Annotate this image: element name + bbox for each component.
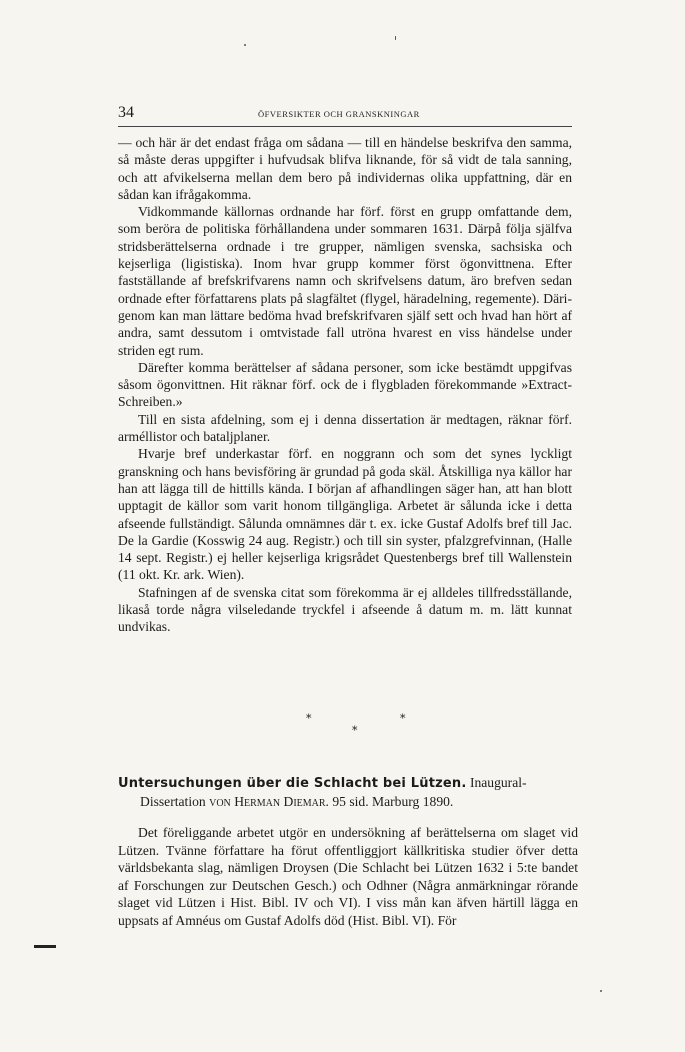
review-author: Herman Diemar. <box>234 793 329 809</box>
review-title: Untersuchungen über die Schlacht bei Lützen. <box>118 776 467 791</box>
page-header <box>118 104 572 127</box>
section-divider <box>300 710 410 740</box>
review-details: 95 sid. Marburg 1890. <box>332 793 454 809</box>
paragraph: Till en sista afdelning, som ej i denna dissertation är medtagen, räknar förf. arméllistor och bataljplaner. <box>118 411 572 445</box>
paragraph: Hvarje bref underkastar förf. en noggrann och som det synes lyckligt granskning och hans bevisföring är grundad på goda skäl. Åtskilliga nya källor har han att lägga till de hittills kända. I början af afhandlingen säger han, att han blott upptagit de källor som varit honom tillgängliga. Arbetet är sålunda icke i detta afseende fullständigt. Sålunda omnämnes där t. ex. icke Gustaf Adolfs bref till Jac. De la Gardie (Kosswig 24 aug. Registr.) och till sin syster, pfalzgrefvinnan, (Halle 14 sept. Registr.) ej heller kejserliga krigsrådet Questenbergs bref till Wallenstein (11 okt. Kr. ark. Wien). <box>118 446 572 583</box>
asterisk: * <box>400 712 406 725</box>
asterisk: * <box>352 724 358 737</box>
paragraph: Stafningen af de svenska citat som förekomma är ej alldeles tillfredsställande, likaså torde några vilseledande tryckfel i afseende å datum m. m. lätt kunnat undvikas. <box>118 584 572 635</box>
print-speck <box>600 990 602 992</box>
asterisk: * <box>306 712 312 725</box>
review-heading <box>118 774 578 793</box>
review-sub-von: von <box>209 793 231 809</box>
review-paragraph: Det föreliggande arbetet utgör en undersökning af berättelserna om slaget vid Lützen. Tvänne författare ha förut offentliggjort källkritiska studier öfver detta världsbekanta slag, nämligen Droysen (Die Schlacht bei Lützen 1632 i 5:te bandet af Forschungen zur Deutschen Gesch.) och Odhner (Några anmärkningar rörande slaget vid Lützen i Hist. Bibl. IV och VI). I viss mån kan äfven härtill lägga en uppsats af Amnéus om Gustaf Adolfs död (Hist. Bibl. VI). För <box>118 825 578 928</box>
body-text <box>118 134 572 636</box>
paragraph: — och här är det endast fråga om sådana — till en händelse beskrifva den samma, så måste deras uppgifter i hufvudsak blifva liknande, för så vidt de tala sanning, och att afvikelserna mellan dem bero på individernas olika uppfattning, där en sådan kan ifrågakomma. <box>118 135 572 202</box>
paragraph: Därefter komma berättelser af sådana personer, som icke bestämdt uppgifvas såsom ögonvittnen. Hit räknar förf. ock de i flygbladen förekommande »Extract-Schreiben.» <box>118 359 572 410</box>
print-speck <box>395 36 396 40</box>
review-section <box>118 774 578 929</box>
margin-mark <box>34 945 56 948</box>
review-subtitle <box>140 793 578 811</box>
page-number: 34 <box>118 104 134 121</box>
review-title-suffix: Inaugural- <box>469 775 527 790</box>
running-head: ÖFVERSIKTER OCH GRANSKNINGAR <box>258 109 420 119</box>
review-sub-prefix: Dissertation <box>140 793 206 809</box>
review-body <box>118 824 578 929</box>
paragraph: Vidkommande källornas ordnande har förf. först en grupp omfattande dem, som beröra de politiska förhållandena under sommaren 1631. Därpå följa själfva stridsberättelserna ordnade i tre grupper, nämligen svenska, sachsiska och kejserliga (ligistiska). Inom hvar grupp kommer först ögonvittnena. Efter fastställande af brefskrifvarens namn och skrifvelsens datum, äro brefven sedan ordnade efter författarens plats på slagfältet (flygel, häradelning, regemente). Därigenom kan man lättare bedöma hvad brefskrifvaren själf sett och hvad han hört af andra, samt dessutom i omtvistade fall utröna hvarest en viss händelse under striden egt rum. <box>118 204 572 358</box>
print-speck <box>244 44 246 46</box>
